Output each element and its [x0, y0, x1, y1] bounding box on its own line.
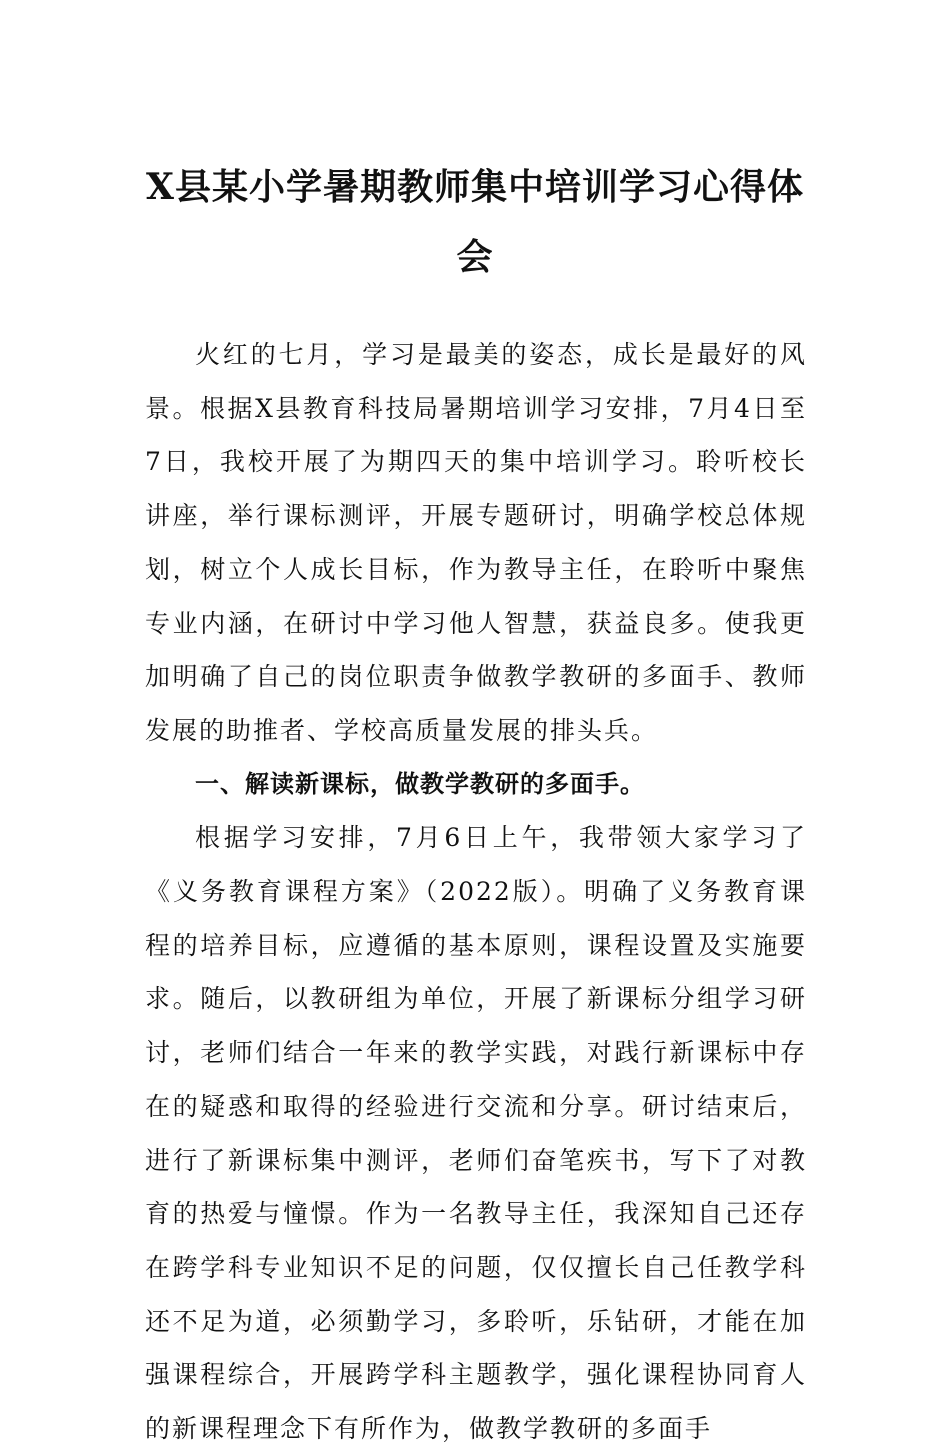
paragraph-intro: 火红的七月，学习是最美的姿态，成长是最好的风景。根据X县教育科技局暑期培训学习安排，7月4日至7日，我校开展了为期四天的集中培训学习。聆听校长讲座，举行课标测评，开展专题研讨，明确学校总体规划，树立个人成长目标，作为教导主任，在聆听中聚焦专业内涵，在研讨中学习他人智慧，获益良多。使我更加明确了自己的岗位职责争做教学教研的多面手、教师发展的助推者、学校高质量发展的排头兵。 [145, 340, 807, 745]
document-title-line-1: X县某小学暑期教师集中培训学习心得体 [146, 166, 804, 208]
document-body [145, 328, 807, 1456]
paragraph-section-1: 根据学习安排，7月6日上午，我带领大家学习了《义务教育课程方案》（2022版）。明确了义务教育课程的培养目标，应遵循的基本原则，课程设置及实施要求。随后，以教研组为单位，开展了新课标分组学习研讨，老师们结合一年来的教学实践，对践行新课标中存在的疑惑和取得的经验进行交流和分享。研讨结束后，进行了新课标集中测评，老师们奋笔疾书，写下了对教育的热爱与憧憬。作为一名教导主任，我深知自己还存在跨学科专业知识不足的问题，仅仅擅长自己任教学科还不足为道，必须勤学习，多聆听，乐钻研，才能在加强课程综合，开展跨学科主题教学，强化课程协同育人的新课程理念下有所作为，做教学教研的多面手 [145, 823, 807, 1444]
section-heading-1: 一、解读新课标，做教学教研的多面手。 [195, 769, 645, 798]
document-title-line-2: 会 [456, 236, 494, 278]
